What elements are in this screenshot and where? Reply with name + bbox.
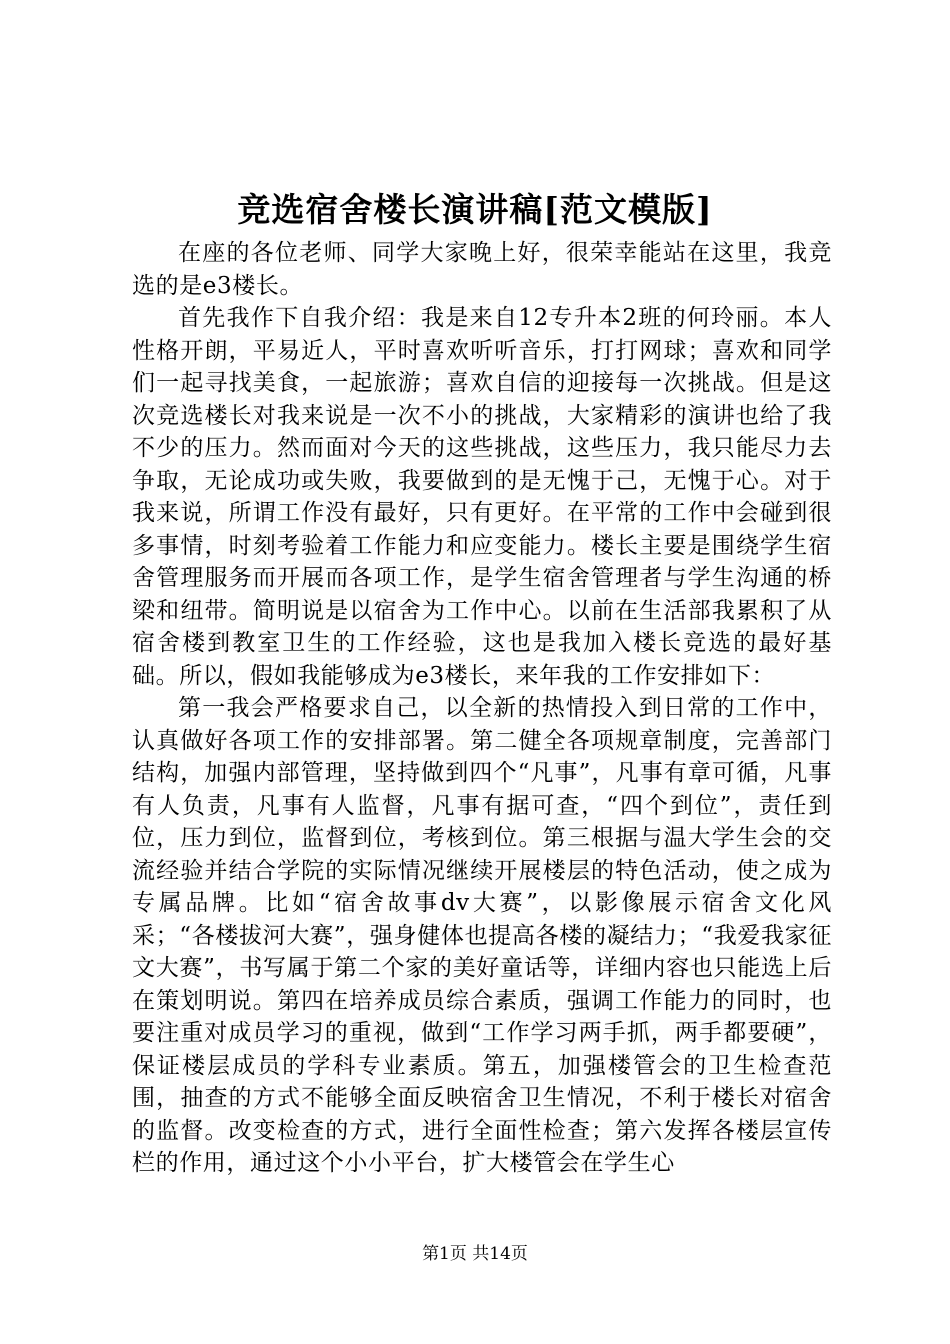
page-title: 竞选宿舍楼长演讲稿[范文模版] <box>237 190 713 229</box>
paragraph: 在座的各位老师、同学大家晚上好，很荣幸能站在这里，我竞选的是e3楼长。 <box>132 240 832 299</box>
page-footer: 第1页 共14页 <box>422 1244 528 1264</box>
paragraph: 第一我会严格要求自己，以全新的热情投入到日常的工作中，认真做好各项工作的安排部署。第二健全各项规章制度，完善部门结构，加强内部管理，坚持做到四个“凡事”，凡事有章可循，凡事有人负责，凡事有人监督，凡事有据可查，“四个到位”，责任到位，压力到位，监督到位，考核到位。第三根据与温大学生会的交流经验并结合学院的实际情况继续开展楼层的特色活动，使之成为专属品牌。比如“宿舍故事dv大赛”，以影像展示宿舍文化风采；“各楼拔河大赛”，强身健体也提高各楼的凝结力；“我爱我家征文大赛”，书写属于第二个家的美好童话等，详细内容也只能选上后在策划明说。第四在培养成员综合素质，强调工作能力的同时，也要注重对成员学习的重视，做到“工作学习两手抓，两手都要硬”，保证楼层成员的学科专业素质。第五，加强楼管会的卫生检查范围，抽查的方式不能够全面反映宿舍卫生情况，不利于楼长对宿舍的监督。改变检查的方式，进行全面性检查；第六发挥各楼层宣传栏的作用，通过这个小小平台，扩大楼管会在学生心 <box>132 695 832 1176</box>
document-body <box>132 237 832 1180</box>
paragraph: 首先我作下自我介绍：我是来自12专升本2班的何玲丽。本人性格开朗，平易近人，平时喜欢听听音乐，打打网球；喜欢和同学们一起寻找美食，一起旅游；喜欢自信的迎接每一次挑战。但是这次竞选楼长对我来说是一次不小的挑战，大家精彩的演讲也给了我不少的压力。然而面对今天的这些挑战，这些压力，我只能尽力去争取，无论成功或失败，我要做到的是无愧于己，无愧于心。对于我来说，所谓工作没有最好，只有更好。在平常的工作中会碰到很多事情，时刻考验着工作能力和应变能力。楼长主要是围绕学生宿舍管理服务而开展而各项工作，是学生宿舍管理者与学生沟通的桥梁和纽带。简明说是以宿舍为工作中心。以前在生活部我累积了从宿舍楼到教室卫生的工作经验，这也是我加入楼长竞选的最好基础。所以，假如我能够成为e3楼长，来年我的工作安排如下： <box>132 305 832 689</box>
